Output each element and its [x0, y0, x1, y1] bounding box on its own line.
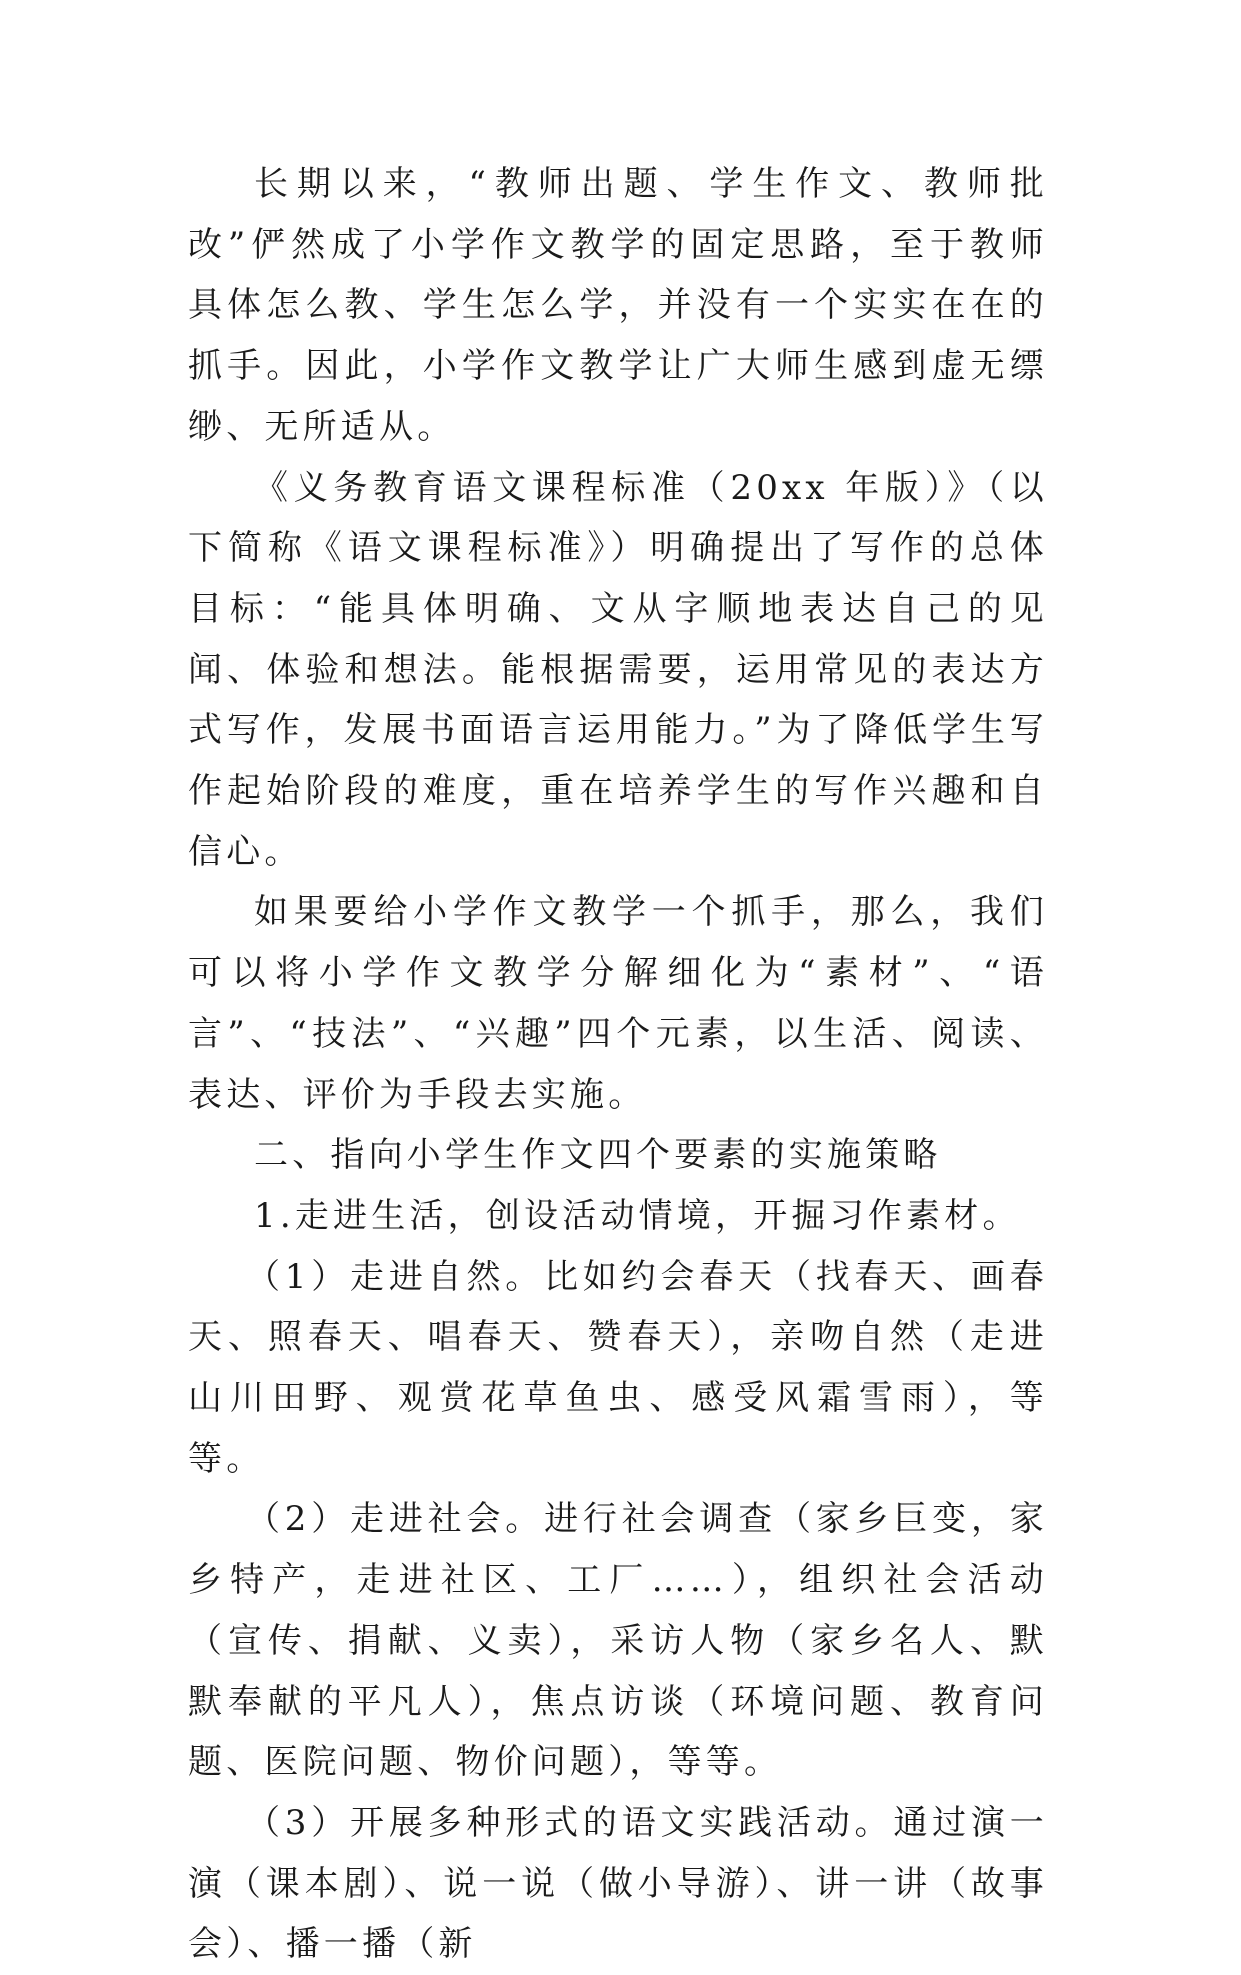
section-heading: 二、指向小学生作文四个要素的实施策略: [254, 1135, 942, 1176]
subsection-heading: 1.走进生活，创设活动情境，开掘习作素材。: [254, 1195, 1021, 1236]
list-item-nature: （1）走进自然。比如约会春天（找春天、画春天、照春天、唱春天、赞春天），亲吻自然（走进山川田野、观赏花草鱼虫、感受风霜雪雨），等等。: [188, 1256, 1048, 1479]
paragraph-intro: 长期以来，“教师出题、学生作文、教师批改”俨然成了小学作文教学的固定思路，至于教师具体怎么教、学生怎么学，并没有一个实实在在的抓手。因此，小学作文教学让广大师生感到虚无缥缈、无所适从。: [188, 164, 1048, 447]
paragraph-four-elements: 如果要给小学作文教学一个抓手，那么，我们可以将小学作文教学分解细化为“素材”、“语言”、“技法”、“兴趣”四个元素，以生活、阅读、表达、评价为手段去实施。: [188, 892, 1048, 1115]
list-item-practice: （3）开展多种形式的语文实践活动。通过演一演（课本剧）、说一说（做小导游）、讲一讲（故事会）、播一播（新: [188, 1802, 1048, 1965]
document-body: [188, 154, 1048, 1975]
paragraph-curriculum-standard: 《义务教育语文课程标准（20xx 年版）》（以下简称《语文课程标准》）明确提出了写作的总体目标：“能具体明确、文从字顺地表达自己的见闻、体验和想法。能根据需要，运用常见的表达方式写作，发展书面语言运用能力。”为了降低学生写作起始阶段的难度，重在培养学生的写作兴趣和自信心。: [188, 467, 1048, 872]
list-item-society: （2）走进社会。进行社会调查（家乡巨变，家乡特产，走进社区、工厂……），组织社会活动（宣传、捐献、义卖），采访人物（家乡名人、默默奉献的平凡人），焦点访谈（环境问题、教育问题、医院问题、物价问题），等等。: [188, 1499, 1048, 1783]
